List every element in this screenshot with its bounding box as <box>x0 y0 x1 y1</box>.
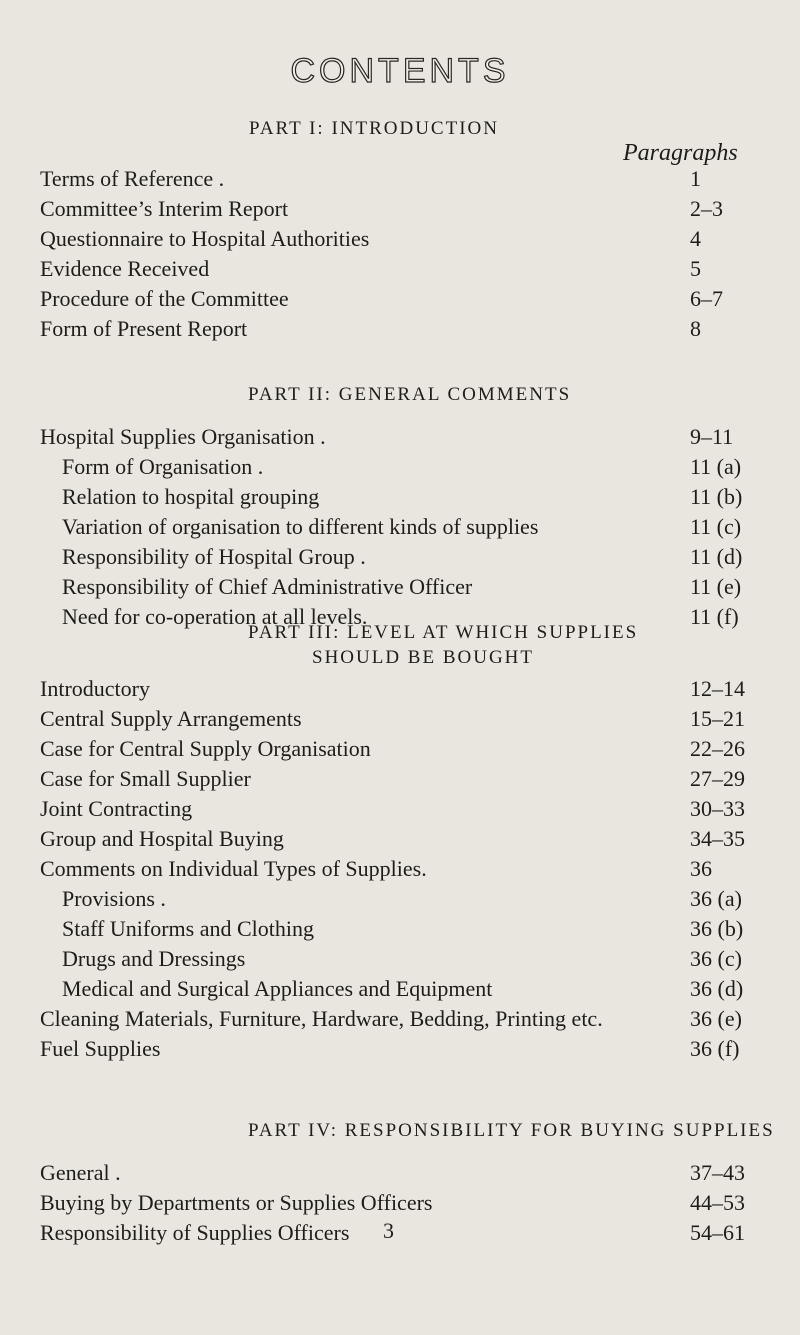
toc-entry-paragraph: 54–61 <box>690 1220 745 1245</box>
toc-entry <box>40 1160 790 1190</box>
toc-entry <box>40 1036 790 1066</box>
toc-entry <box>40 766 790 796</box>
toc-entry-label: Questionnaire to Hospital Authorities <box>40 226 370 251</box>
toc-entry <box>40 196 790 226</box>
toc-entry-label: Staff Uniforms and Clothing <box>62 916 314 941</box>
toc-entry <box>62 484 790 514</box>
toc-entry-label: Comments on Individual Types of Supplies. <box>40 856 427 881</box>
toc-entry-paragraph: 11 (e) <box>690 574 742 599</box>
toc-entry-paragraph: 30–33 <box>690 796 745 821</box>
toc-entry-label: Case for Central Supply Organisation <box>40 736 371 761</box>
part3-heading-line2: SHOULD BE BOUGHT <box>312 647 534 668</box>
toc-entry-label: Central Supply Arrangements <box>40 706 302 731</box>
toc-entry-label: Case for Small Supplier <box>40 766 251 791</box>
toc-entry <box>62 454 790 484</box>
toc-entry <box>40 256 790 286</box>
part2-heading: PART II: GENERAL COMMENTS <box>248 384 572 405</box>
toc-entry <box>40 316 790 346</box>
toc-entry <box>62 574 790 604</box>
toc-entry-label: Provisions . <box>62 886 166 911</box>
part3-heading-line1: PART III: LEVEL AT WHICH SUPPLIES <box>248 622 639 643</box>
toc-entry-label: Relation to hospital grouping <box>62 484 320 509</box>
toc-entry <box>40 676 790 706</box>
toc-entry-paragraph: 12–14 <box>690 676 745 701</box>
toc-entry-paragraph: 36 <box>690 856 712 881</box>
toc-entry-label: Medical and Surgical Appliances and Equipment <box>62 976 493 1001</box>
toc-entry-label: Buying by Departments or Supplies Officers <box>40 1190 433 1215</box>
toc-entry-paragraph: 11 (c) <box>690 514 742 539</box>
toc-entry-label: Responsibility of Hospital Group . <box>62 544 366 569</box>
page-number: 3 <box>383 1218 394 1243</box>
paragraphs-column-heading: Paragraphs <box>623 140 738 166</box>
toc-entry-paragraph: 11 (d) <box>690 544 743 569</box>
toc-entry <box>40 736 790 766</box>
toc-entry <box>62 514 790 544</box>
toc-entry-paragraph: 37–43 <box>690 1160 745 1185</box>
toc-entry <box>40 1190 790 1220</box>
toc-entry-label: Procedure of the Committee <box>40 286 289 311</box>
toc-entry <box>40 826 790 856</box>
toc-entry-label: Need for co-operation at all levels. <box>62 604 368 629</box>
toc-entry <box>40 1006 790 1036</box>
toc-entry-label: Evidence Received <box>40 256 210 281</box>
toc-entry-paragraph: 22–26 <box>690 736 745 761</box>
toc-entry <box>62 916 790 946</box>
toc-entry <box>62 946 790 976</box>
toc-entry <box>62 976 790 1006</box>
toc-entry-paragraph: 44–53 <box>690 1190 745 1215</box>
toc-entry-label: Group and Hospital Buying <box>40 826 284 851</box>
toc-entry-label: Responsibility of Supplies Officers <box>40 1220 350 1245</box>
toc-entry-label: General . <box>40 1160 121 1185</box>
toc-entry-paragraph: 11 (b) <box>690 484 743 509</box>
toc-entry-label: Variation of organisation to different kinds of supplies <box>62 514 539 539</box>
toc-entry-label: Form of Organisation . <box>62 454 264 479</box>
toc-entry-paragraph: 36 (a) <box>690 886 742 911</box>
toc-entry-label: Hospital Supplies Organisation . <box>40 424 326 449</box>
toc-entry <box>40 856 790 886</box>
toc-entry-label: Responsibility of Chief Administrative Officer <box>62 574 473 599</box>
toc-entry <box>40 1220 790 1250</box>
toc-entry <box>62 886 790 916</box>
toc-entry-paragraph: 8 <box>690 316 701 341</box>
toc-entry <box>40 166 790 196</box>
toc-entry <box>40 706 790 736</box>
toc-entry <box>62 544 790 574</box>
toc-entry-paragraph: 36 (b) <box>690 916 744 941</box>
toc-entry-paragraph: 34–35 <box>690 826 745 851</box>
toc-entry-paragraph: 1 <box>690 166 701 191</box>
toc-entry-label: Committee’s Interim Report <box>40 196 289 221</box>
part1-heading: PART I: INTRODUCTION <box>249 118 499 139</box>
toc-entry <box>40 286 790 316</box>
toc-entry-paragraph: 36 (e) <box>690 1006 742 1031</box>
part4-heading: PART IV: RESPONSIBILITY FOR BUYING SUPPLIES <box>248 1120 775 1141</box>
toc-entry-paragraph: 5 <box>690 256 701 281</box>
toc-entry-paragraph: 6–7 <box>690 286 723 311</box>
toc-entry <box>40 424 790 454</box>
toc-entry-paragraph: 36 (c) <box>690 946 742 971</box>
toc-entry-paragraph: 27–29 <box>690 766 745 791</box>
toc-entry <box>40 226 790 256</box>
toc-entry-label: Cleaning Materials, Furniture, Hardware, Bedding, Printing etc. <box>40 1006 603 1031</box>
toc-entry-label: Form of Present Report <box>40 316 248 341</box>
page-title: CONTENTS <box>290 52 510 90</box>
toc-entry-label: Fuel Supplies <box>40 1036 161 1061</box>
toc-entry-label: Drugs and Dressings <box>62 946 246 971</box>
toc-entry-label: Terms of Reference . <box>40 166 225 191</box>
toc-entry-paragraph: 15–21 <box>690 706 745 731</box>
toc-entry-label: Introductory <box>40 676 150 701</box>
toc-entry-paragraph: 36 (d) <box>690 976 744 1001</box>
toc-entry-paragraph: 2–3 <box>690 196 723 221</box>
toc-entry-paragraph: 11 (f) <box>690 604 739 629</box>
toc-entry-paragraph: 9–11 <box>690 424 734 449</box>
toc-entry-paragraph: 11 (a) <box>690 454 742 479</box>
toc-entry <box>40 796 790 826</box>
toc-entry-paragraph: 4 <box>690 226 701 251</box>
toc-entry-label: Joint Contracting <box>40 796 193 821</box>
toc-entry-paragraph: 36 (f) <box>690 1036 740 1061</box>
